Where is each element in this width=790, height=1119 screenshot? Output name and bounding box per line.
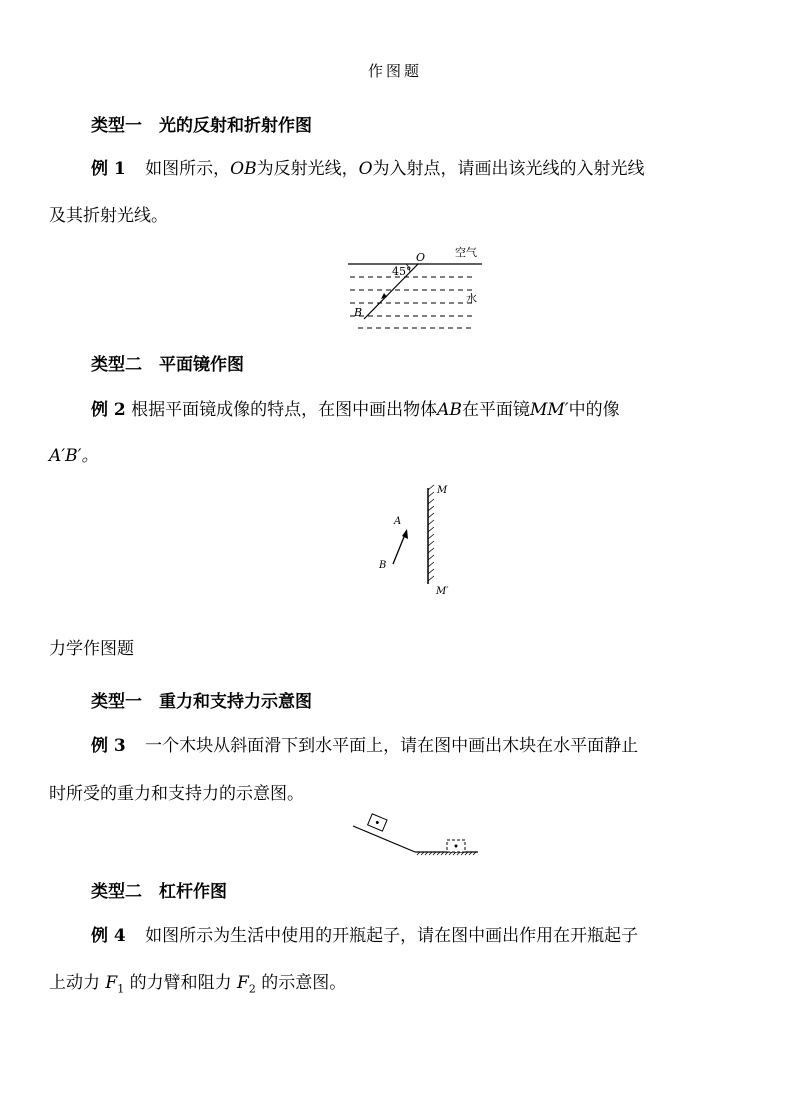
example3-line2: 时所受的重力和支持力的示意图。 — [49, 784, 304, 804]
label-o: O — [416, 251, 426, 264]
object-arrowhead — [402, 529, 408, 539]
example2-ab: AB — [437, 400, 462, 420]
example4-line2 — [49, 973, 346, 996]
example2-text-a: 根据平面镜成像的特点，在图中画出物体 — [131, 400, 438, 420]
label-air: 空气 — [455, 246, 477, 259]
example4-f1: F — [105, 973, 118, 993]
example4-text: 如图所示为生活中使用的开瓶起子，请在图中画出作用在开瓶起子 — [145, 926, 639, 946]
heading-type1-optics: 类型一 光的反射和折射作图 — [91, 116, 312, 136]
example4-text-c: 的示意图。 — [255, 973, 347, 993]
example1-text-a: 如图所示， — [145, 159, 231, 179]
example2-line1 — [91, 400, 620, 420]
example3-text: 一个木块从斜面滑下到水平面上，请在图中画出木块在水平面静止 — [145, 736, 639, 756]
example1-text-b: 为反射光线， — [256, 159, 359, 179]
label-b-mirror: B — [379, 560, 387, 571]
example1-label: 例 1 — [91, 159, 126, 179]
example2-mm: MM′ — [529, 400, 569, 420]
heading-mechanics: 力学作图题 — [49, 639, 134, 659]
example2-line2: A′B′。 — [49, 446, 99, 466]
example2-text-b: 在平面镜 — [461, 400, 530, 420]
example4-text-a: 上动力 — [49, 973, 106, 993]
heading-type1-forces: 类型一 重力和支持力示意图 — [91, 692, 312, 712]
example1-line1 — [91, 159, 645, 179]
example4-f1-sub: 1 — [117, 982, 125, 996]
example1-ob: OB — [230, 159, 257, 179]
page-title: 作图题 — [367, 62, 422, 80]
example4-text-b: 的力臂和阻力 — [124, 973, 238, 993]
example3-line1 — [91, 736, 638, 756]
heading-type2-lever: 类型二 杠杆作图 — [91, 882, 227, 902]
block-center-dot — [455, 845, 458, 848]
figure-incline-block — [345, 812, 485, 858]
label-b: B — [354, 306, 363, 319]
label-water: 水 — [466, 292, 477, 305]
label-m-prime: M′ — [436, 586, 449, 597]
example1-line2: 及其折射光线。 — [49, 206, 168, 226]
figure-plane-mirror — [370, 482, 470, 598]
example4-line1 — [91, 926, 638, 946]
label-m: M — [437, 485, 448, 496]
example1-o: O — [358, 159, 373, 179]
example2-label: 例 2 — [91, 400, 126, 420]
label-angle: 45° — [392, 265, 412, 278]
example1-text-c: 为入射点，请画出该光线的入射光线 — [372, 159, 645, 179]
heading-type2-mirror: 类型二 平面镜作图 — [91, 355, 244, 375]
figure-reflection-refraction — [340, 242, 490, 332]
example2-text-c: 中的像 — [568, 400, 620, 420]
incline-surface — [353, 826, 415, 852]
water-hatching — [350, 277, 475, 328]
example4-label: 例 4 — [91, 926, 126, 946]
label-a: A — [394, 516, 402, 527]
block-on-incline — [368, 814, 387, 831]
mirror-hatching — [428, 485, 434, 581]
example4-f2-sub: 2 — [248, 982, 256, 996]
example4-f2: F — [237, 973, 249, 993]
example3-label: 例 3 — [91, 736, 126, 756]
